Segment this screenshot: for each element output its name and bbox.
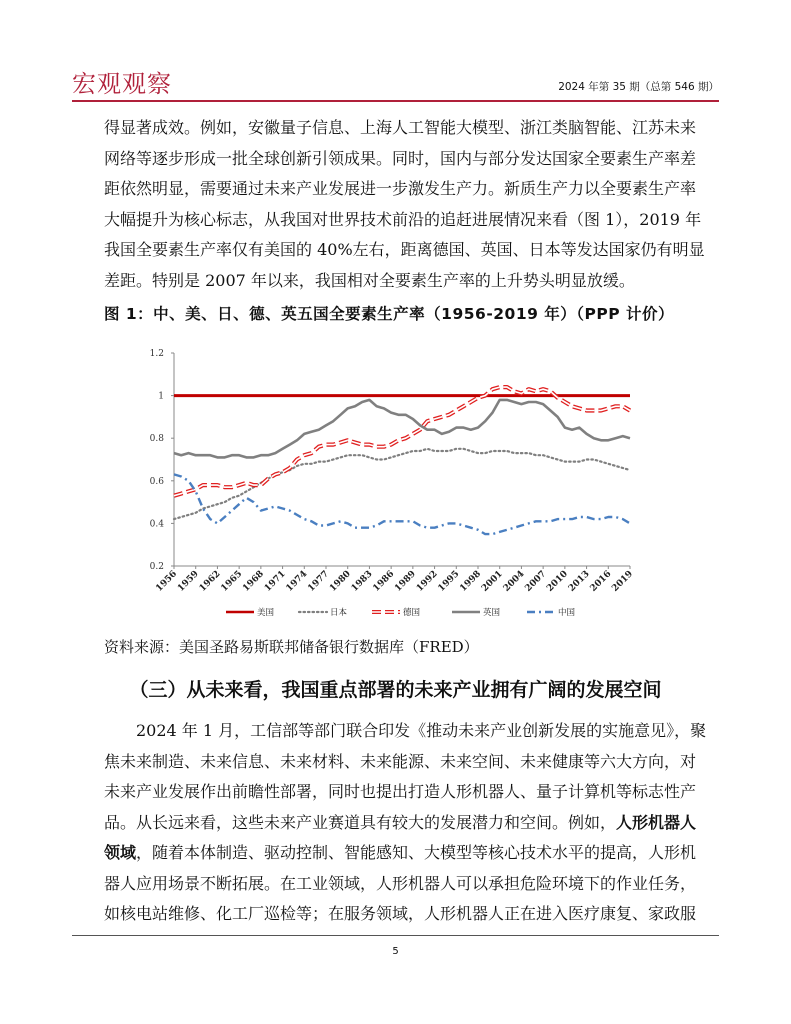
y-tick-label: 1.2: [149, 349, 164, 359]
x-tick-label: 2001: [480, 569, 505, 594]
x-tick-label: 2007: [523, 569, 549, 594]
emphasis-text: 领域: [104, 843, 137, 862]
x-tick-label: 1971: [262, 569, 288, 594]
x-tick-label: 1965: [219, 569, 245, 594]
footer-rule: [72, 935, 719, 936]
y-tick-label: 1: [158, 391, 164, 402]
issue-number: 2024 年第 35 期（总第 546 期）: [558, 81, 719, 93]
x-tick-label: 1998: [458, 569, 484, 594]
tfp-line-chart: [130, 340, 640, 625]
x-tick-label: 2013: [566, 569, 592, 594]
text-line: 差距。特别是 2007 年以来，我国相对全要素生产率的上升势头明显放缓。: [104, 270, 635, 290]
text-run: ，随着本体制造、驱动控制、智能感知、大模型等核心技术水平的提高，人形机: [136, 843, 697, 862]
text-line: 器人应用场景不断拓展。在工业领域，人形机器人可以承担危险环境下的作业任务，: [104, 873, 697, 893]
x-tick-label: 1956: [154, 569, 180, 594]
y-tick-label: 0.4: [149, 519, 164, 530]
legend-label: 日本: [330, 608, 348, 618]
x-tick-label: 1974: [284, 569, 310, 594]
text-line: [104, 808, 718, 839]
legend-label: 英国: [483, 608, 501, 618]
legend-label: 美国: [257, 608, 275, 618]
y-tick-label: 0.6: [149, 476, 164, 487]
page-number: 5: [392, 946, 399, 957]
paragraph-2: [104, 716, 718, 930]
text-line: 2024 年 1 月，工信部等部门联合印发《推动未来产业创新发展的实施意见》，聚: [136, 721, 707, 740]
x-tick-label: 2019: [610, 569, 636, 594]
series-line-德国-outline: [174, 387, 630, 496]
section-heading: （三）从未来看，我国重点部署的未来产业拥有广阔的发展空间: [129, 679, 662, 701]
text-line: 我国全要素生产率仅有美国的 40%左右，距离德国、英国、日本等发达国家仍有明显: [104, 240, 705, 259]
text-line: 如核电站维修、化工厂巡检等；在服务领域，人形机器人正在进入医疗康复、家政服: [104, 904, 697, 923]
text-run: 品。从长远来看，这些未来产业赛道具有较大的发展潜力和空间。例如，: [104, 812, 617, 832]
text-line: 得显著成效。例如，安徽量子信息、上海人工智能大模型、浙江类脑智能、江苏未来: [104, 118, 697, 137]
x-tick-label: 2004: [501, 569, 527, 594]
figure-source: 资料来源：美国圣路易斯联邦储备银行数据库（FRED）: [104, 638, 479, 656]
emphasis-text: 人形机器人: [616, 812, 697, 832]
x-tick-label: 1989: [393, 569, 418, 594]
series-line-英国: [174, 400, 630, 458]
x-tick-label: 1968: [241, 569, 266, 594]
text-line: 距依然明显，需要通过未来产业发展进一步激发生产力。新质生产力以全要素生产率: [104, 179, 697, 198]
text-line: 大幅提升为核心标志，从我国对世界技术前沿的追赶进展情况来看（图 1），2019 年: [104, 209, 702, 229]
figure-title: 图 1：中、美、日、德、英五国全要素生产率（1956-2019 年）（PPP 计价）: [104, 305, 675, 323]
x-tick-label: 1980: [328, 569, 353, 594]
text-line: 未来产业发展作出前瞻性部署，同时也提出打造人形机器人、量子计算机等标志性产: [104, 782, 697, 801]
header-rule: [72, 100, 719, 102]
x-tick-label: 1986: [371, 569, 397, 594]
legend-label: 中国: [558, 608, 576, 618]
x-tick-label: 1977: [306, 569, 332, 594]
page-header: [72, 62, 719, 98]
y-tick-label: 0.2: [149, 562, 164, 572]
paragraph-1: [104, 113, 718, 296]
y-tick-label: 0.8: [149, 434, 164, 445]
text-line: 网络等逐步形成一批全球创新引领成果。同时，国内与部分发达国家全要素生产率差: [104, 148, 697, 168]
text-line: 焦未来制造、未来信息、未来材料、未来能源、未来空间、未来健康等六大方向，对: [104, 751, 697, 771]
chart-axes: [150, 349, 635, 594]
x-tick-label: 2010: [545, 569, 570, 594]
legend-label: 德国: [403, 608, 421, 618]
x-tick-label: 1992: [414, 569, 440, 594]
chart-series: [174, 387, 630, 534]
text-line: [104, 838, 718, 869]
x-tick-label: 1959: [176, 569, 201, 594]
x-tick-label: 1962: [197, 569, 223, 594]
x-tick-label: 2016: [588, 569, 614, 594]
brand-title: 宏观观察: [72, 70, 172, 98]
chart-legend: [226, 607, 576, 618]
x-tick-label: 1983: [349, 569, 375, 594]
x-tick-label: 1995: [436, 569, 462, 594]
